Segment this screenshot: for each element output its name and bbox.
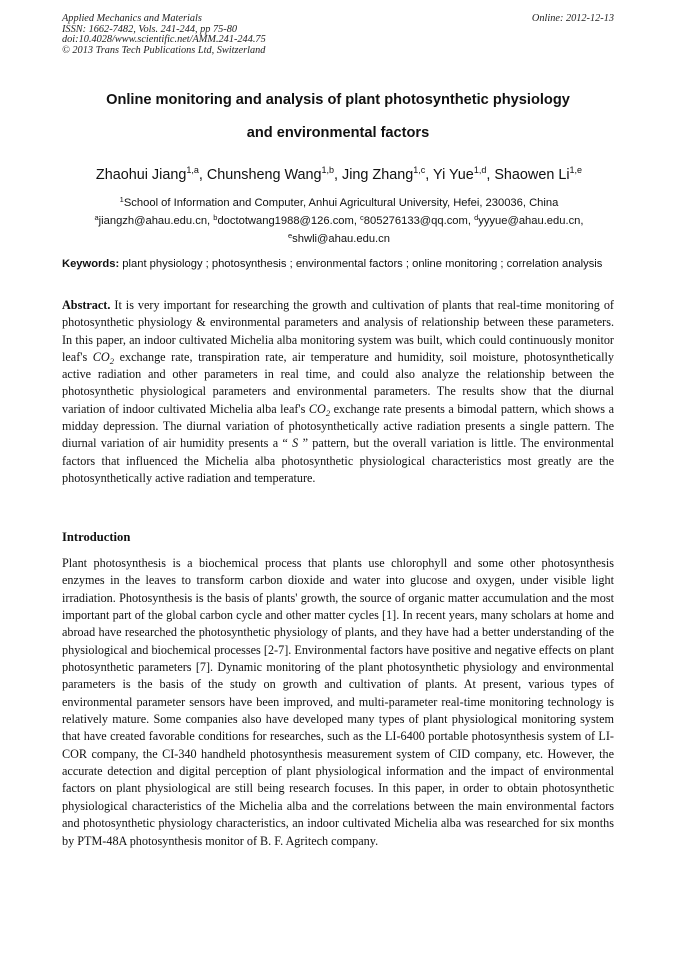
section-heading-introduction: Introduction <box>62 530 131 544</box>
author: Chunsheng Wang$^{1,b}$, <box>206 165 343 183</box>
author: Shaowen Li$^{1,e}$ <box>494 165 583 183</box>
keywords <box>62 256 614 273</box>
online-date: Online: 2012-12-13 <box>531 13 614 24</box>
journal-doi[interactable]: doi:10.4028/www.scientific.net/AMM.241-244.75 <box>62 34 266 46</box>
author: Jing Zhang$^{1,c}$, <box>342 165 433 183</box>
affiliation: $^1$School of Information and Computer, Anhui Agricultural University, Hefei, 230036, China <box>119 195 559 209</box>
journal-header <box>62 14 266 56</box>
journal-name: Applied Mechanics and Materials <box>62 13 202 24</box>
s-pattern-symbol: S <box>292 436 299 451</box>
author-list <box>40 167 638 183</box>
co2-symbol: $CO_2$ <box>92 349 114 366</box>
email-link[interactable]: $^d$yyyue@ahau.edu.cn, <box>474 213 584 227</box>
introduction-paragraph: Plant photosynthesis is a biochemical process that plants use chlorophyll and some other photosynthesis enzymes in the leaves to transform carbon dioxide and water into glucose and oxygen, under visible light irradiation. Photosynthesis is the basis of plants' growth, the source of organic matter accumulation and the most important part of the global carbon cycle and other matter cycles [1]. In recent years, many scholars at home and abroad have researched the photosynthetic physiology of plants, and they have had a better understanding of the physiological and biochemical processes [2-7]. Environmental factors have positive and negative effects on plant photosynthetic parameters [7]. Dynamic monitoring of the plant photosynthetic physiology and environmental parameters is the basis of the study on growth and cultivation of plants. At present, various types of environmental parameter sensors have been improved, and multi-parameter real-time monitoring technology is relatively mature. Some companies also have developed many types of plant physiological monitoring system that have created favorable conditions for researches, such as the LI-6400 portable photosynthesis system of LI-COR company, the CI-340 handheld photosynthesis measurement system of CID company, etc. However, the accurate detection and digital perception of plant physiological information and the impact of environmental factors on plant physiological are still being research focuses. In this paper, in order to obtain photosynthetic physiological characteristics of the Michelia alba and the correlations between the main environmental factors and photosynthetic physiology characteristics, an indoor cultivated Michelia alba was researched for six months by PTM-48A photosynthesis monitor of B. F. Agritech company. <box>62 556 614 848</box>
email-link[interactable]: $^b$doctotwang1988@126.com, <box>213 213 361 227</box>
paper-title-line-1: Online monitoring and analysis of plant photosynthetic physiology <box>106 92 570 108</box>
paper-title-line-2: and environmental factors <box>246 125 430 141</box>
author-emails <box>40 215 638 227</box>
keywords-text: plant physiology ; photosynthesis ; environmental factors ; online monitoring ; correlation analysis <box>119 258 603 270</box>
author: Zhaohui Jiang$^{1,a}$, <box>95 165 207 183</box>
email-link[interactable]: $^e$shwli@ahau.edu.cn <box>288 231 390 245</box>
abstract-label: Abstract. <box>62 298 111 312</box>
journal-issn: ISSN: 1662-7482, Vols. 241-244, pp 75-80 <box>62 23 238 35</box>
abstract: Abstract. It is very important for researching the growth and cultivation of plants that real-time monitoring of photosynthetic physiology & environmental parameters and analysis of relationship between these parameters. In this paper, an indoor cultivated Michelia alba monitoring system was built, which could continuously monitor leaf's $CO_2$ exchange rate, transpiration rate, air temperature and humidity, soil moisture, photosynthetically active radiation and other parameters in real time, and could also analyze the relationship between the photosynthetic physiological parameters and environmental parameters. The results show that the diurnal variation of indoor cultivated Michelia alba leaf's $CO_2$ exchange rate presents a bimodal pattern, which shows a midday depression. The diurnal variation of photosynthetically active radiation presents a single pattern. The diurnal variation of air humidity presents a “ S ” pattern, but the overall variation is little. The environmental factors that influenced the Michelia alba photosynthetic physiological characteristics most greatly are the photosynthetically active radiation and temperature. <box>62 298 614 485</box>
email-link[interactable]: $^c$805276133@qq.com, <box>360 213 475 227</box>
keywords-label: Keywords: <box>62 258 120 270</box>
author: Yi Yue$^{1,d}$, <box>433 165 495 183</box>
journal-copyright: © 2013 Trans Tech Publications Ltd, Switzerland <box>62 44 266 56</box>
email-link[interactable]: $^a$jiangzh@ahau.edu.cn, <box>94 213 214 227</box>
co2-symbol: $CO_2$ <box>308 401 331 418</box>
